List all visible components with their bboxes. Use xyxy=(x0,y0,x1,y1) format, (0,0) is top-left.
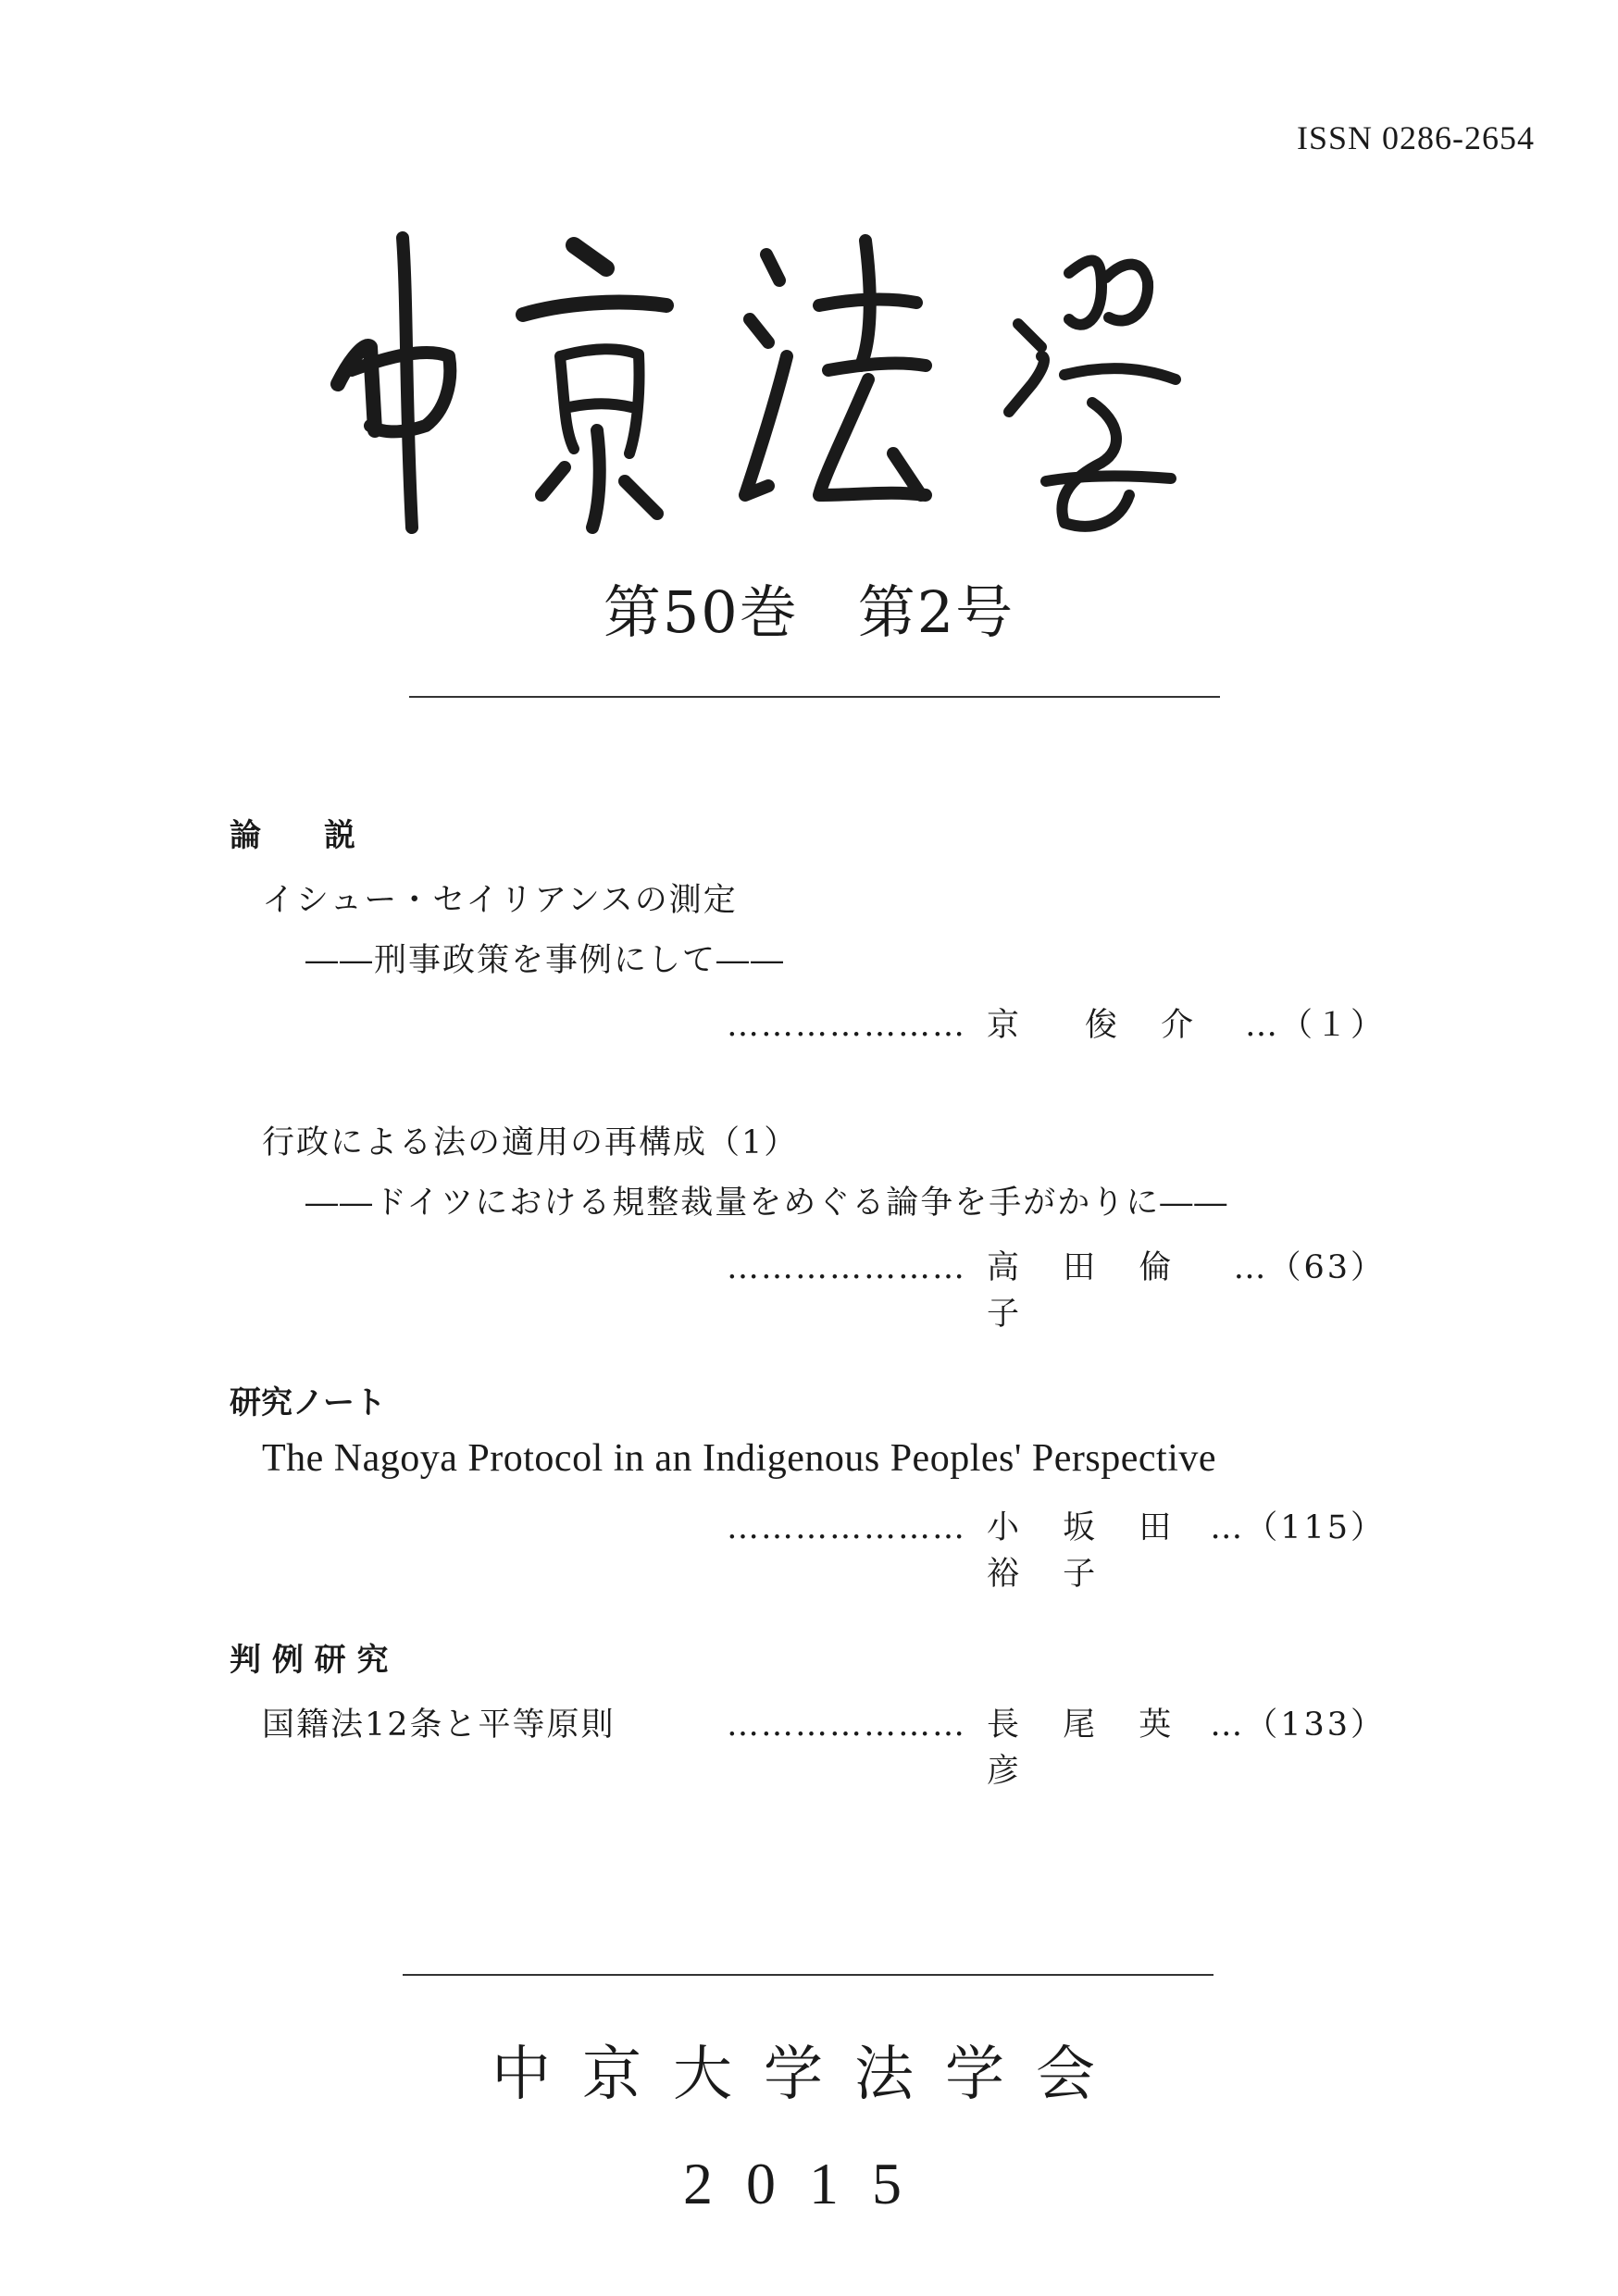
section-heading-case-study: 判 例 研 究 xyxy=(230,1642,389,1679)
publisher-name: 中京大学法学会 xyxy=(492,2041,1126,2109)
bottom-divider xyxy=(403,1974,1214,1976)
author-name: 長 尾 英 彦 xyxy=(987,1706,1189,1790)
page-number: …（115） xyxy=(1210,1509,1386,1546)
author-name: 高 田 倫 子 xyxy=(987,1249,1189,1333)
issn-number: ISSN 0286-2654 xyxy=(1296,119,1535,156)
leader-dots: ………………… xyxy=(727,1249,966,1286)
article-title: イシュー・セイリアンスの測定 xyxy=(262,882,738,919)
author-name: 小 坂 田 裕 子 xyxy=(987,1509,1189,1593)
leader-dots: ………………… xyxy=(727,1706,966,1744)
toc-entry-line xyxy=(727,1502,1386,1595)
page-number: …（133） xyxy=(1210,1706,1386,1744)
section-heading-research-note: 研究ノート xyxy=(230,1384,386,1421)
calligraphy-logo xyxy=(287,217,1379,551)
author-name: 京 俊 介 xyxy=(987,1007,1211,1044)
top-divider xyxy=(409,696,1220,698)
publication-year: 2015 xyxy=(683,2151,935,2216)
journal-title-calligraphy xyxy=(287,217,1379,551)
toc-entry-line xyxy=(727,1699,1386,1792)
leader-dots: ………………… xyxy=(727,1509,966,1546)
article-subtitle: ――ドイツにおける規整裁量をめぐる論争を手がかりに―― xyxy=(305,1185,1229,1222)
page-number: …（63） xyxy=(1233,1249,1386,1286)
toc-entry-line xyxy=(727,999,1386,1046)
article-title: 行政による法の適用の再構成（1） xyxy=(262,1124,799,1161)
case-title: 国籍法12条と平等原則 xyxy=(262,1706,616,1744)
section-heading-articles: 論 説 xyxy=(230,817,355,854)
note-title: The Nagoya Protocol in an Indigenous Peoples' Perspective xyxy=(262,1437,1217,1480)
leader-dots: ………………… xyxy=(727,1007,966,1044)
page-number: …（１） xyxy=(1244,1007,1386,1044)
volume-issue: 第50巻 第2号 xyxy=(603,578,1015,646)
article-subtitle: ――刑事政策を事例にして―― xyxy=(305,942,786,979)
toc-entry-line xyxy=(727,1242,1386,1334)
